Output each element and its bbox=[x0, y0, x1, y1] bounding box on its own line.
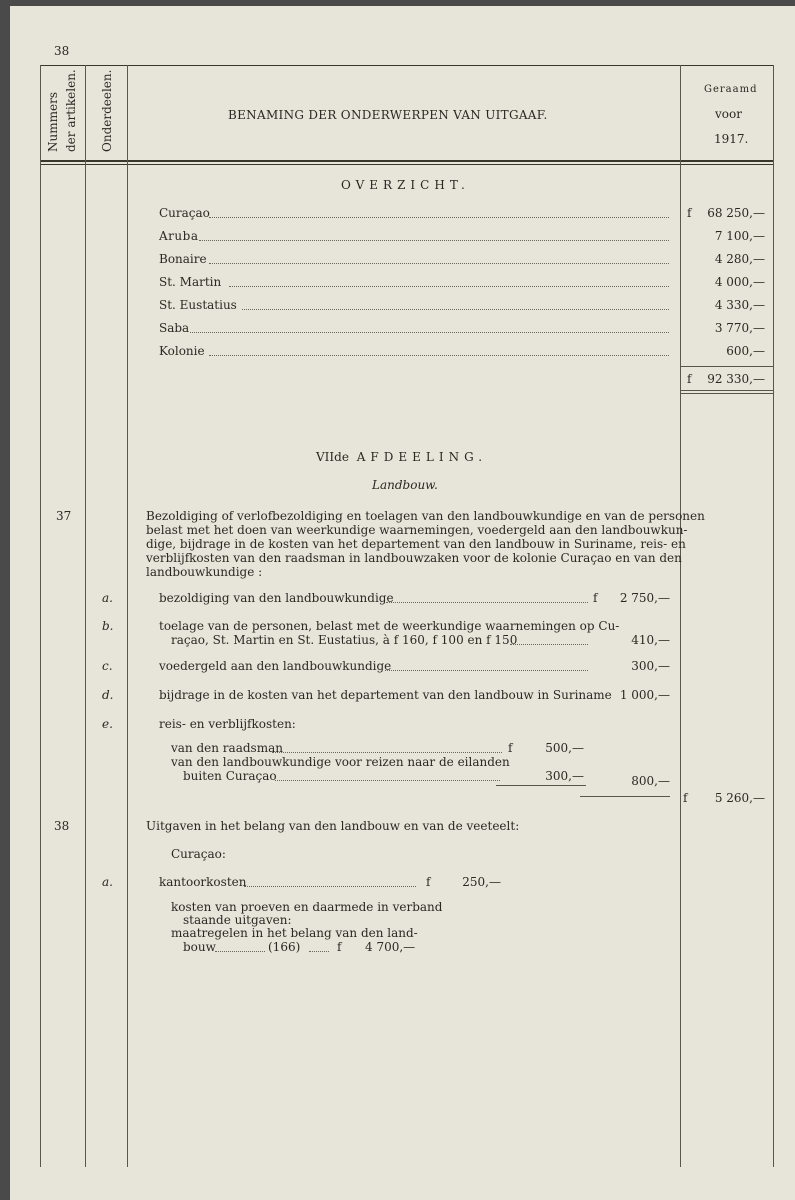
art38-a-currency: f bbox=[426, 875, 431, 889]
overzicht-label-curacao: Curaçao bbox=[159, 206, 210, 220]
overzicht-amount-st-eustatius: 4 330,— bbox=[714, 298, 765, 312]
leader-dots bbox=[272, 752, 502, 753]
column-rule-1 bbox=[85, 65, 86, 1167]
overzicht-title: OVERZICHT. bbox=[341, 178, 470, 192]
item-b-amount: 410,— bbox=[631, 633, 670, 647]
item-letter-b: b. bbox=[102, 619, 114, 633]
leader-dots bbox=[190, 332, 669, 333]
afdeeling-subtitle: Landbouw. bbox=[372, 478, 438, 492]
header-bottom-rule bbox=[40, 160, 774, 162]
overzicht-label-kolonie: Kolonie bbox=[159, 344, 205, 358]
art37-text-line2: belast met het doen van weerkundige waarnemingen, voedergeld aan den landbouwkun- bbox=[146, 523, 688, 537]
afdeeling-title-text: AFDEELING. bbox=[356, 450, 488, 464]
art38-sub-line4: bouw bbox=[183, 940, 216, 954]
item-e1-text: van den raadsman bbox=[171, 741, 283, 755]
overzicht-amount-bonaire: 4 280,— bbox=[714, 252, 765, 266]
leader-dots bbox=[244, 886, 416, 887]
art38-a-text: kantoorkosten bbox=[159, 875, 247, 889]
column-rule-left bbox=[40, 65, 41, 1167]
item-c-amount: 300,— bbox=[631, 659, 670, 673]
overzicht-total: 92 330,— bbox=[707, 372, 765, 386]
leader-dots bbox=[209, 263, 669, 264]
art37-text-line3: dige, bijdrage in de kosten van het departement van den landbouw in Suriname, reis- en bbox=[146, 537, 686, 551]
item-letter-c: c. bbox=[102, 659, 113, 673]
overzicht-label-aruba: Aruba bbox=[159, 229, 199, 243]
leader-dots bbox=[199, 240, 669, 241]
art38-text: Uitgaven in het belang van den landbouw en van de veeteelt: bbox=[146, 819, 520, 833]
header-col1-line1: Nummers bbox=[46, 92, 60, 152]
item-a-text: bezoldiging van den landbouwkundige bbox=[159, 591, 394, 605]
document-page bbox=[10, 6, 795, 1200]
item-e2-line2: buiten Curaçao bbox=[183, 769, 277, 783]
overzicht-label-saba: Saba bbox=[159, 321, 190, 335]
item-e2-line1: van den landbouwkundige voor reizen naar de eilanden bbox=[171, 755, 510, 769]
art38-a-amount: 250,— bbox=[462, 875, 501, 889]
leader-dots bbox=[386, 602, 588, 603]
header-col1-line2: der artikelen. bbox=[64, 69, 78, 152]
column-rule-2 bbox=[127, 65, 128, 1167]
total-double-rule-2 bbox=[680, 393, 773, 394]
header-col2: Onderdeelen. bbox=[100, 69, 114, 152]
item-a-amount: 2 750,— bbox=[619, 591, 670, 605]
article-37-total: 5 260,— bbox=[714, 791, 765, 805]
page-number: 38 bbox=[54, 44, 70, 58]
afdeeling-title-prefix: VIIde bbox=[316, 450, 349, 464]
overzicht-amount-kolonie: 600,— bbox=[726, 344, 765, 358]
art38-sub-line3: maatregelen in het belang van den land- bbox=[171, 926, 418, 940]
item-e1-amount: 500,— bbox=[545, 741, 584, 755]
overzicht-label-st-martin: St. Martin bbox=[159, 275, 222, 289]
item-a-currency: f bbox=[593, 591, 598, 605]
leader-dots bbox=[275, 780, 500, 781]
afdeeling-title bbox=[316, 450, 487, 464]
art38-sub-ref: (166) bbox=[268, 940, 301, 954]
item-d-amount: 1 000,— bbox=[619, 688, 670, 702]
item-e2-amount: 300,— bbox=[545, 769, 584, 783]
leader-dots bbox=[209, 355, 669, 356]
art37-text-line1: Bezoldiging of verlofbezoldiging en toelagen van den landbouwkundige en van de personen bbox=[146, 509, 705, 523]
item-d-text: bijdrage in de kosten van het departement van den landbouw in Suriname bbox=[159, 688, 612, 702]
overzicht-amount-saba: 3 770,— bbox=[714, 321, 765, 335]
leader-dots bbox=[510, 644, 588, 645]
total-double-rule bbox=[680, 390, 773, 391]
header-amount-line2: voor bbox=[715, 107, 742, 121]
overzicht-total-currency: f bbox=[687, 372, 692, 386]
overzicht-amount-curacao: 68 250,— bbox=[707, 206, 765, 220]
article-38-number: 38 bbox=[54, 819, 70, 833]
leader-dots bbox=[209, 217, 669, 218]
header-main: BENAMING DER ONDERWERPEN VAN UITGAAF. bbox=[228, 108, 548, 122]
item-e-text: reis- en verblijfkosten: bbox=[159, 717, 296, 731]
article-total-rule bbox=[580, 796, 670, 797]
item-letter-e: e. bbox=[102, 717, 113, 731]
column-rule-right bbox=[773, 65, 774, 1167]
total-rule bbox=[680, 366, 773, 367]
item-letter-d: d. bbox=[102, 688, 114, 702]
art37-text-line4: verblijfkosten van den raadsman in landbouwzaken voor de kolonie Curaçao en van den bbox=[146, 551, 682, 565]
art38-place: Curaçao: bbox=[171, 847, 226, 861]
column-rule-3 bbox=[680, 65, 681, 1167]
art38-sub-line2: staande uitgaven: bbox=[183, 913, 292, 927]
overzicht-label-st-eustatius: St. Eustatius bbox=[159, 298, 237, 312]
leader-dots bbox=[385, 670, 588, 671]
item-b-line1: toelage van de personen, belast met de weerkundige waarnemingen op Cu- bbox=[159, 619, 620, 633]
leader-dots bbox=[229, 286, 669, 287]
header-top-rule bbox=[40, 65, 774, 66]
art38-sub-currency: f bbox=[337, 940, 342, 954]
leader-dots bbox=[309, 951, 329, 952]
art38-sub-line1: kosten van proeven en daarmede in verband bbox=[171, 900, 443, 914]
overzicht-label-bonaire: Bonaire bbox=[159, 252, 207, 266]
art38-sub-amount: 4 700,— bbox=[365, 940, 416, 954]
art37-text-line5: landbouwkundige : bbox=[146, 565, 263, 579]
subtotal-rule bbox=[496, 785, 586, 786]
item-e1-currency: f bbox=[508, 741, 513, 755]
leader-dots bbox=[215, 951, 265, 952]
overzicht-currency: f bbox=[687, 206, 692, 220]
article-37-total-currency: f bbox=[683, 791, 688, 805]
item-letter-a: a. bbox=[102, 591, 113, 605]
art38-letter-a: a. bbox=[102, 875, 113, 889]
header-bottom-rule-2 bbox=[40, 164, 774, 165]
item-c-text: voedergeld aan den landbouwkundige bbox=[159, 659, 392, 673]
overzicht-amount-aruba: 7 100,— bbox=[714, 229, 765, 243]
item-b-line2: raçao, St. Martin en St. Eustatius, à f 160, f 100 en f 150 bbox=[171, 633, 518, 647]
article-37-number: 37 bbox=[56, 509, 72, 523]
header-amount-line1: Geraamd bbox=[704, 84, 758, 95]
overzicht-amount-st-martin: 4 000,— bbox=[714, 275, 765, 289]
header-amount-line3: 1917. bbox=[714, 132, 749, 146]
item-e-total: 800,— bbox=[631, 774, 670, 788]
leader-dots bbox=[242, 309, 669, 310]
